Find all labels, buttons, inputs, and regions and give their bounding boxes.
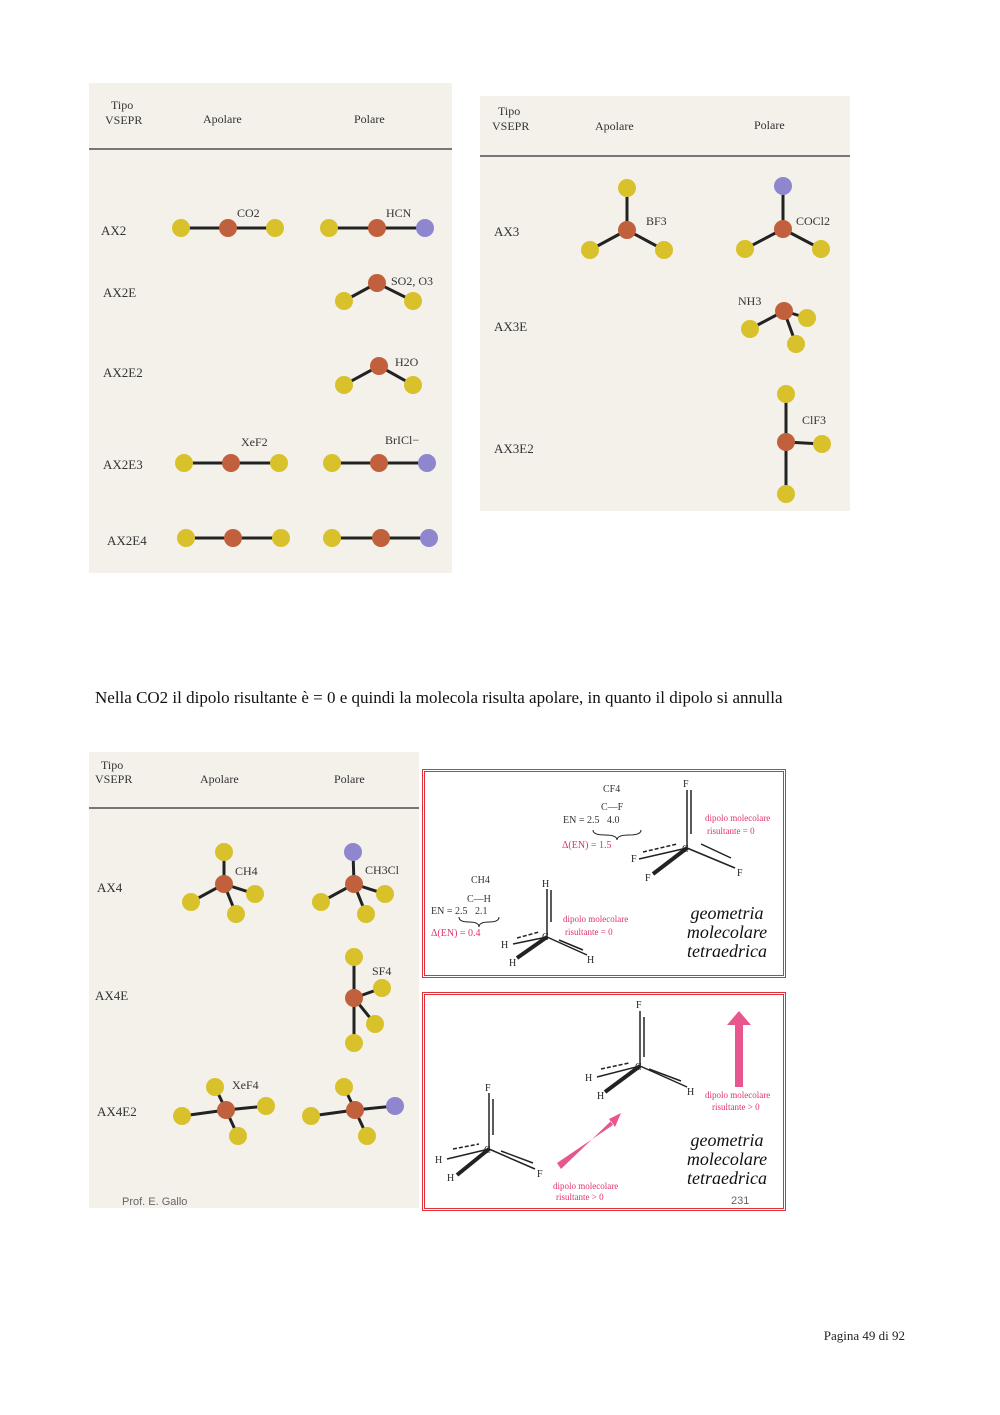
nh3-atom-h2 xyxy=(798,309,816,327)
so2-atom-o1 xyxy=(335,292,353,310)
label-xef4: XeF4 xyxy=(232,1078,259,1092)
cocl2-atom-cl2 xyxy=(812,240,830,258)
delta-en-ch: Δ(EN) = 0.4 xyxy=(431,928,481,939)
h2o-atom-h2 xyxy=(404,376,422,394)
label-xef2: XeF2 xyxy=(241,435,268,449)
label-ch4: CH4 xyxy=(235,864,258,878)
header-vsepr: VSEPR xyxy=(492,119,530,133)
ch3cl-atom-cl xyxy=(344,843,362,861)
ch4-atom-h1 xyxy=(215,843,233,861)
xef2-atom-f2 xyxy=(270,454,288,472)
vsepr-table-ax4 xyxy=(89,752,419,1208)
ch4-atom-c xyxy=(215,875,233,893)
label-ch3cl: CH3Cl xyxy=(365,863,400,877)
hcn-atom-c xyxy=(368,219,386,237)
sf4-atom-f3 xyxy=(366,1015,384,1033)
ax2e4-polar-atom-2 xyxy=(372,529,390,547)
xef2-atom-xe xyxy=(222,454,240,472)
bf3-atom-f1 xyxy=(618,179,636,197)
nh3-atom-h3 xyxy=(787,335,805,353)
ax4e2-polar-atom-2 xyxy=(302,1107,320,1125)
so2-atom-s xyxy=(368,274,386,292)
header-tipo: Tipo xyxy=(111,98,134,112)
geometry-line-1: geometria xyxy=(690,1130,764,1150)
hcn-atom-h xyxy=(320,219,338,237)
ch4-formula: CH4 xyxy=(471,875,490,886)
lower-atom-f-top: F xyxy=(485,1083,491,1094)
en-ch: EN = 2.5 2.1 xyxy=(431,906,488,917)
header-apolare: Apolare xyxy=(203,112,242,126)
row-label-ax4e2: AX4E2 xyxy=(97,1104,137,1119)
ch3cl-atom-h2 xyxy=(357,905,375,923)
cocl2-atom-c xyxy=(774,220,792,238)
co2-atom-o1 xyxy=(172,219,190,237)
slide-number: 231 xyxy=(731,1195,750,1207)
clf3-atom-f1 xyxy=(777,385,795,403)
cocl2-atom-cl1 xyxy=(736,240,754,258)
lower-atom-c: C xyxy=(484,1145,491,1156)
sf4-atom-s xyxy=(345,989,363,1007)
geometry-line-3: tetraedrica xyxy=(687,1168,767,1188)
row-label-ax2: AX2 xyxy=(101,223,127,238)
geometry-line-3: tetraedrica xyxy=(687,941,767,961)
bf3-atom-b xyxy=(618,221,636,239)
geometry-line-1: geometria xyxy=(690,903,764,923)
geometry-line-2: molecolare xyxy=(686,1149,768,1169)
header-polare: Polare xyxy=(754,118,785,132)
label-nh3: NH3 xyxy=(738,294,762,308)
sf4-atom-f2 xyxy=(345,1034,363,1052)
geometry-line-2: molecolare xyxy=(686,922,768,942)
sf4-atom-f4 xyxy=(373,979,391,997)
cf4-atom-c: C xyxy=(682,844,689,855)
xef4-atom-f1 xyxy=(206,1078,224,1096)
row-label-ax2e3: AX2E3 xyxy=(103,457,143,472)
header-apolare: Apolare xyxy=(200,772,239,786)
vsepr-table-ax3 xyxy=(480,96,850,511)
ch3cl-atom-h3 xyxy=(376,885,394,903)
page-number: Pagina 49 di 92 xyxy=(823,1328,905,1343)
lower-atom-h-bottom: H xyxy=(447,1173,455,1184)
label-hcn: HCN xyxy=(386,206,412,220)
row-label-ax2e4: AX2E4 xyxy=(107,533,147,548)
clf3-atom-f2 xyxy=(777,485,795,503)
ax4e2-polar-atom-center xyxy=(346,1101,364,1119)
slide-author: Prof. E. Gallo xyxy=(122,1196,188,1208)
ch4-atom-h-right: H xyxy=(587,955,595,966)
upper-atom-h-left: H xyxy=(585,1073,593,1084)
bricl-atom-i xyxy=(370,454,388,472)
co2-dipole-sentence: Nella CO2 il dipolo risultante è = 0 e quindi la molecola risulta apolare, in quanto il dipolo si annulla xyxy=(95,688,783,707)
cf4-atom-f-right: F xyxy=(737,868,743,879)
dipolo-diagonal-line2: risultante > 0 xyxy=(556,1192,604,1202)
ax2e4-polar-atom-1 xyxy=(323,529,341,547)
ch4-atom-h4 xyxy=(246,885,264,903)
dipolo-vertical-line1: dipolo molecolare xyxy=(705,1090,771,1100)
vsepr-table-ax2 xyxy=(89,83,452,573)
xef2-atom-f1 xyxy=(175,454,193,472)
label-h2o: H2O xyxy=(395,355,419,369)
header-tipo: Tipo xyxy=(498,104,521,118)
dipole-arrow-diagonal xyxy=(557,1113,621,1169)
h2o-atom-h1 xyxy=(335,376,353,394)
dipolo-ch4-line1: dipolo molecolare xyxy=(563,914,629,924)
dipole-arrow-vertical xyxy=(727,1011,751,1087)
ch3cl-atom-c xyxy=(345,875,363,893)
table-ax2-molecules xyxy=(89,83,452,573)
label-sf4: SF4 xyxy=(372,964,392,978)
en-cf: EN = 2.5 4.0 xyxy=(563,815,620,826)
row-label-ax3: AX3 xyxy=(494,224,520,239)
so2-atom-o2 xyxy=(404,292,422,310)
hcn-atom-n xyxy=(416,219,434,237)
row-label-ax4e: AX4E xyxy=(95,988,129,1003)
clf3-atom-cl xyxy=(777,433,795,451)
label-bf3: BF3 xyxy=(646,214,667,228)
label-so2-o3: SO2, O3 xyxy=(391,274,434,288)
nh3-atom-n xyxy=(775,302,793,320)
header-apolare: Apolare xyxy=(595,119,634,133)
ch4-atom-h-bottom: H xyxy=(509,958,517,969)
sf4-atom-f1 xyxy=(345,948,363,966)
lower-atom-h-left: H xyxy=(435,1155,443,1166)
co2-atom-o2 xyxy=(266,219,284,237)
geometry-label-1 xyxy=(677,904,777,961)
bf3-atom-f3 xyxy=(655,241,673,259)
header-tipo: Tipo xyxy=(101,758,124,772)
label-cocl2: COCl2 xyxy=(796,214,831,228)
ch4-atom-c: C xyxy=(542,932,549,943)
label-clf3: ClF3 xyxy=(802,413,827,427)
label-co2: CO2 xyxy=(237,206,260,220)
cf4-atom-f-top: F xyxy=(683,779,689,790)
bf3-atom-f2 xyxy=(581,241,599,259)
ch-bond: C—H xyxy=(467,894,491,905)
header-vsepr: VSEPR xyxy=(95,772,133,786)
cf4-atom-f-bottom: F xyxy=(645,873,651,884)
cf-bond: C—F xyxy=(601,802,624,813)
header-polare: Polare xyxy=(334,772,365,786)
ch4-atom-h-left: H xyxy=(501,940,509,951)
row-label-ax2e2: AX2E2 xyxy=(103,365,143,380)
ax4e2-polar-atom-4 xyxy=(358,1127,376,1145)
header-vsepr: VSEPR xyxy=(105,113,143,127)
bricl-atom-cl xyxy=(418,454,436,472)
upper-atom-c: C xyxy=(635,1062,642,1073)
ax2e4-apolar-atom-1 xyxy=(177,529,195,547)
dipolo-ch4-line2: risultante = 0 xyxy=(565,927,613,937)
upper-atom-h-right: H xyxy=(687,1087,695,1098)
h2o-atom-o xyxy=(370,357,388,375)
row-label-ax2e: AX2E xyxy=(103,285,137,300)
ax4e2-polar-atom-3 xyxy=(386,1097,404,1115)
lower-atom-f-right: F xyxy=(537,1169,543,1180)
xef4-atom-f4 xyxy=(229,1127,247,1145)
delta-en-cf: Δ(EN) = 1.5 xyxy=(562,840,612,851)
ax2e4-apolar-atom-3 xyxy=(272,529,290,547)
table-ax3-molecules xyxy=(480,96,850,511)
xef4-atom-xe xyxy=(217,1101,235,1119)
bricl-atom-br xyxy=(323,454,341,472)
dipolo-vertical-line2: risultante > 0 xyxy=(712,1102,760,1112)
upper-atom-f: F xyxy=(636,1000,642,1011)
tetrahedral-apolar-box xyxy=(422,769,786,978)
cf4-atom-f-left: F xyxy=(631,854,637,865)
tetrahedral-polar-box xyxy=(422,992,786,1211)
row-label-ax4: AX4 xyxy=(97,880,123,895)
table-ax4-molecules xyxy=(89,752,419,1208)
row-label-ax3e2: AX3E2 xyxy=(494,441,534,456)
xef4-atom-f3 xyxy=(257,1097,275,1115)
upper-atom-h-bottom: H xyxy=(597,1091,605,1102)
ch4-atom-h-top: H xyxy=(542,879,550,890)
ax2e4-polar-atom-3 xyxy=(420,529,438,547)
row-label-ax3e: AX3E xyxy=(494,319,528,334)
cf4-formula: CF4 xyxy=(603,784,621,795)
ax4e2-polar-atom-1 xyxy=(335,1078,353,1096)
ch4-atom-h2 xyxy=(182,893,200,911)
ax2e4-apolar-atom-2 xyxy=(224,529,242,547)
ch3cl-atom-h1 xyxy=(312,893,330,911)
dipolo-diagonal-line1: dipolo molecolare xyxy=(553,1181,619,1191)
xef4-atom-f2 xyxy=(173,1107,191,1125)
co2-atom-c xyxy=(219,219,237,237)
ch4-atom-h3 xyxy=(227,905,245,923)
nh3-atom-h1 xyxy=(741,320,759,338)
dipolo-cf4-line2: risultante = 0 xyxy=(707,826,755,836)
dipolo-cf4-line1: dipolo molecolare xyxy=(705,813,771,823)
cocl2-atom-o xyxy=(774,177,792,195)
geometry-label-2 xyxy=(677,1131,777,1188)
label-bricl: BrICl− xyxy=(385,433,420,447)
header-polare: Polare xyxy=(354,112,385,126)
clf3-atom-f3 xyxy=(813,435,831,453)
